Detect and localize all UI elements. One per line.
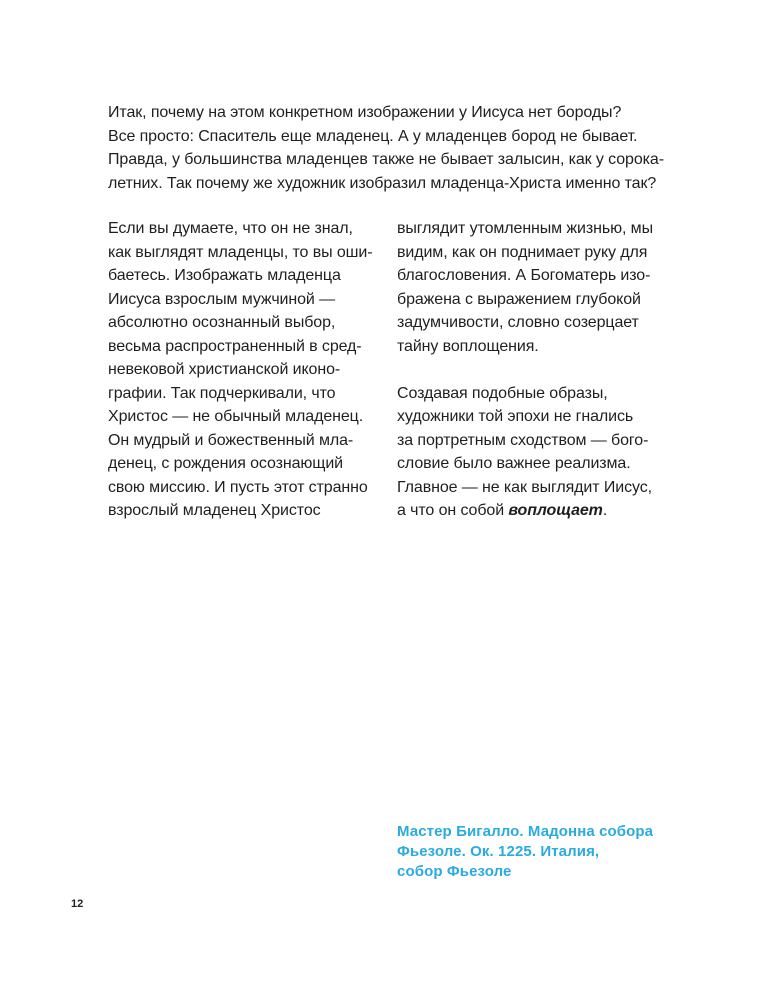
right-column-line: художники той эпохи не гнались bbox=[397, 408, 634, 425]
left-column-line: денец, с рождения осознающий bbox=[108, 455, 344, 472]
caption-line: Фьезоле. Ок. 1225. Италия, bbox=[397, 843, 600, 860]
intro-line: Итак, почему на этом конкретном изображении у Иисуса нет бороды? bbox=[108, 104, 622, 121]
right-column-text bbox=[397, 217, 667, 523]
intro-line: Все просто: Спаситель еще младенец. А у младенцев бород не бывает. bbox=[108, 127, 638, 145]
right-column-line: выглядит утомленным жизнью, мы bbox=[397, 220, 653, 237]
right-column-line: бражена с выражением глубокой bbox=[397, 290, 641, 308]
intro-line: летних. Так почему же художник изобразил младенца-Христа именно так? bbox=[108, 174, 657, 192]
left-column-line: Иисуса взрослым мужчиной — bbox=[108, 290, 336, 308]
intro-line: Правда, у большинства младенцев также не бывает залысин, как у сорока- bbox=[108, 151, 664, 168]
right-column-line: благословения. А Богоматерь изо- bbox=[397, 267, 651, 284]
right-column-line: Главное — не как выглядит Иисус, bbox=[397, 478, 652, 496]
intro-paragraph bbox=[108, 101, 668, 195]
caption-line: собор Фьезоле bbox=[397, 863, 512, 880]
left-column-line: как выглядят младенцы, то вы оши- bbox=[108, 243, 373, 261]
last-line-prefix: а что он собой bbox=[397, 502, 509, 519]
right-column-line: тайну воплощения. bbox=[397, 337, 539, 355]
caption-line: Мастер Бигалло. Мадонна собора bbox=[397, 823, 654, 840]
right-column-line: видим, как он поднимает руку для bbox=[397, 243, 648, 261]
left-column-line: невековой христианской иконо- bbox=[108, 361, 341, 378]
last-line-suffix: . bbox=[602, 502, 608, 519]
left-column-line: взрослый младенец Христос bbox=[108, 502, 321, 519]
right-column-line: словие было важнее реализма. bbox=[397, 455, 631, 472]
right-column-line: задумчивости, словно созерцает bbox=[397, 314, 639, 331]
left-column-line: абсолютно осознанный выбор, bbox=[108, 314, 336, 331]
left-column-line: баетесь. Изображать младенца bbox=[108, 267, 341, 284]
page-number: 12 bbox=[71, 898, 84, 910]
right-column-line: за портретным сходством — бого- bbox=[397, 431, 649, 449]
left-column-line: свою миссию. И пусть этот странно bbox=[108, 478, 368, 496]
left-column-line: Он мудрый и божественный мла- bbox=[108, 431, 354, 449]
paragraph-spacer bbox=[397, 358, 667, 382]
left-column-line: весьма распространенный в сред- bbox=[108, 337, 362, 355]
left-column-text bbox=[108, 217, 378, 523]
left-column-line: Если вы думаете, что он не знал, bbox=[108, 220, 353, 237]
left-column-line: Христос — не обычный младенец. bbox=[108, 408, 364, 425]
left-column-line: графии. Так подчеркивали, что bbox=[108, 384, 336, 402]
right-column-line: Создавая подобные образы, bbox=[397, 384, 608, 402]
right-column-last-line bbox=[397, 499, 667, 523]
image-caption bbox=[397, 822, 687, 882]
emphasized-word: воплощает bbox=[508, 502, 603, 519]
